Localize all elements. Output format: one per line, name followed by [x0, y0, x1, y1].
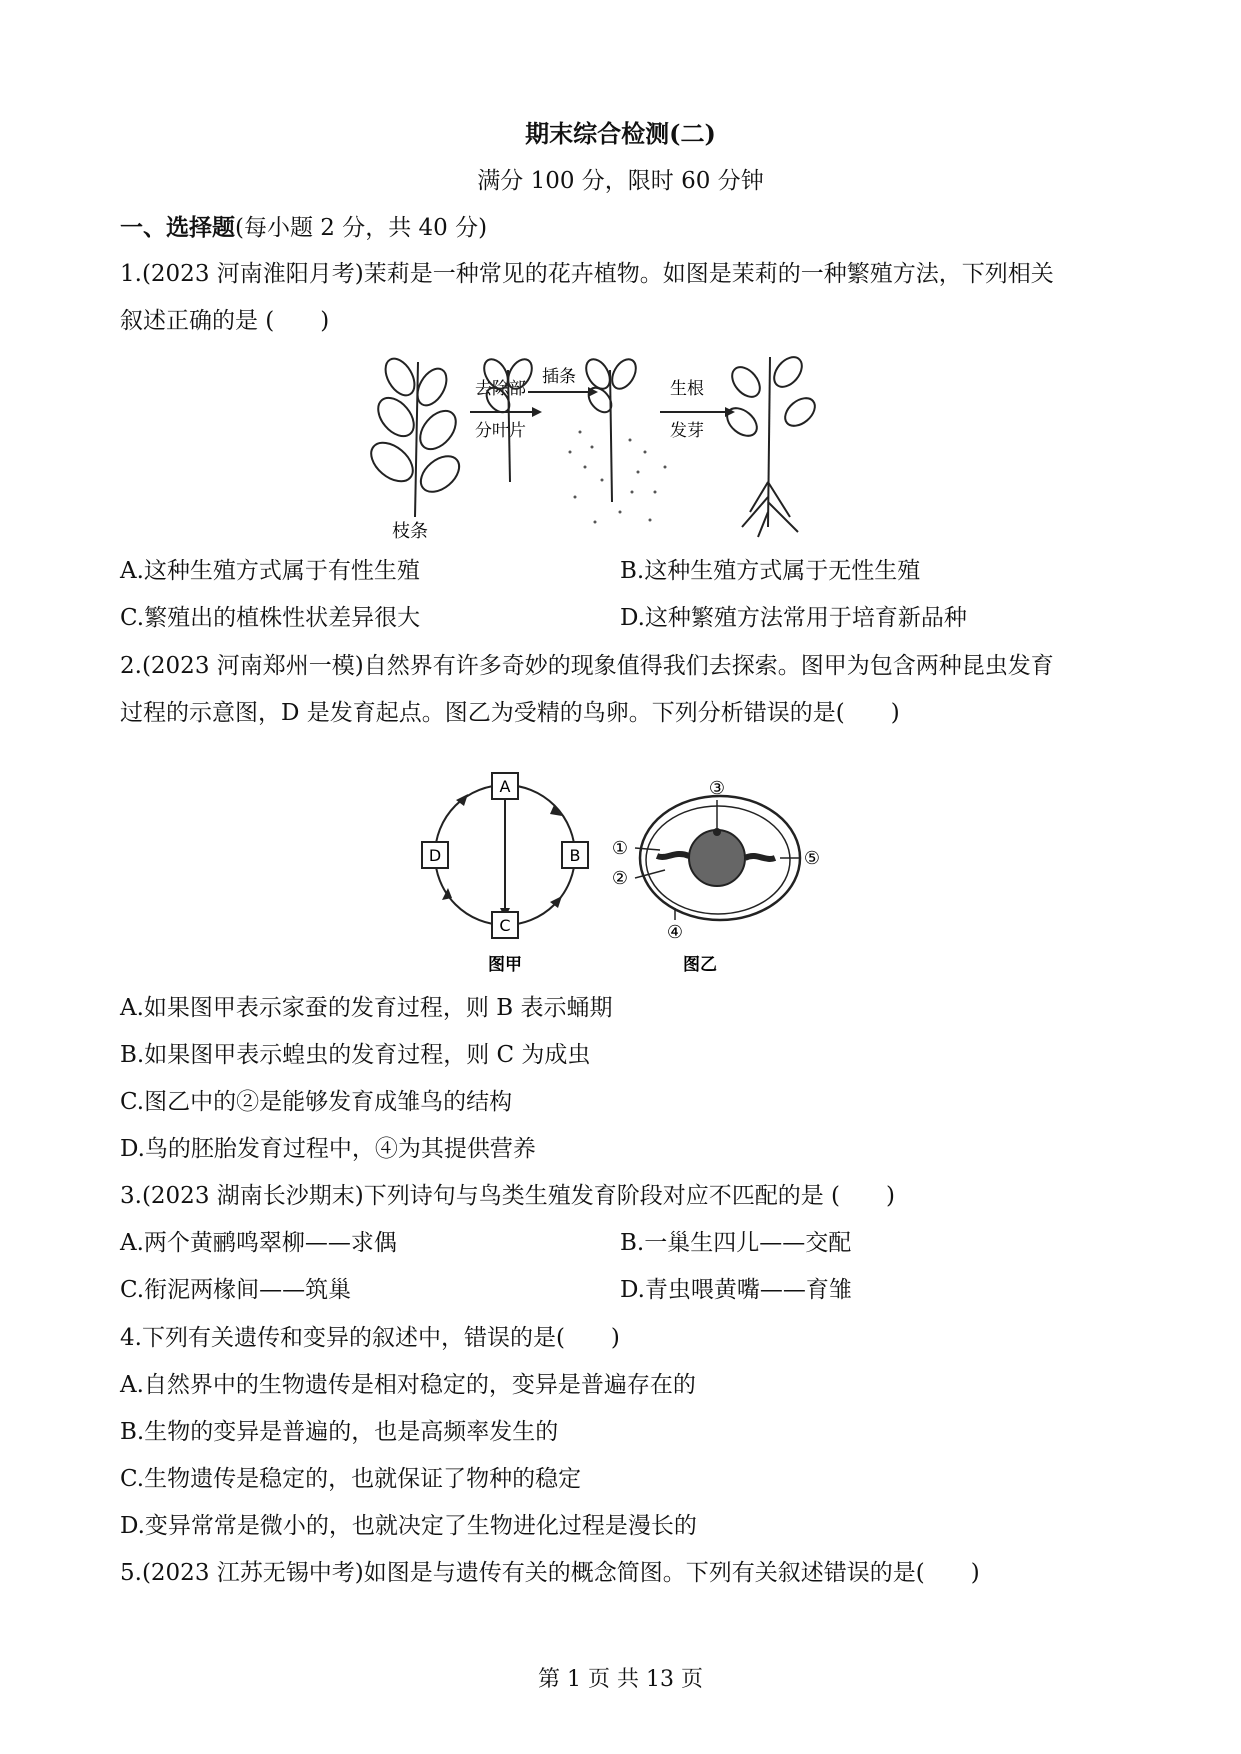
q5-stem: 5.(2023 江苏无锡中考)如图是与遗传有关的概念简图。下列有关叙述错误的是( ): [120, 1560, 980, 1586]
q1-option-a: A.这种生殖方式属于有性生殖: [120, 558, 420, 584]
section-heading-bold: 一、选择题: [120, 214, 235, 241]
page-title: 期末综合检测(二): [525, 119, 716, 148]
plant-rooted-icon: [722, 352, 820, 537]
q2-option-d: D.鸟的胚胎发育过程中，④为其提供营养: [120, 1136, 536, 1162]
label-5: ⑤: [803, 848, 821, 869]
label-step1-line2: 分叶片: [475, 421, 526, 441]
q4-option-d: D.变异常常是微小的，也就决定了生物进化过程是漫长的: [120, 1513, 697, 1539]
label-1: ①: [611, 838, 629, 859]
plant-in-soil-icon: [581, 355, 640, 502]
soil-dots: [569, 431, 667, 524]
node-a-label: A: [499, 777, 511, 796]
section-heading-rest: (每小题 2 分，共 40 分): [235, 215, 488, 241]
label-step3-line1: 生根: [670, 379, 704, 399]
label-branch: 枝条: [392, 521, 428, 542]
page-subtitle: 满分 100 分，限时 60 分钟: [477, 168, 764, 194]
plant-cutting-icon: [479, 355, 536, 482]
node-b-label: B: [569, 846, 581, 865]
label-3: ③: [708, 778, 726, 799]
q3-stem: 3.(2023 湖南长沙期末)下列诗句与鸟类生殖发育阶段对应不匹配的是 ( ): [120, 1183, 895, 1209]
q2-figure-a-cycle: [420, 770, 600, 980]
q4-option-c: C.生物遗传是稳定的，也就保证了物种的稳定: [120, 1466, 582, 1492]
q4-option-a: A.自然界中的生物遗传是相对稳定的，变异是普遍存在的: [120, 1372, 696, 1398]
q2-option-a: A.如果图甲表示家蚕的发育过程，则 B 表示蛹期: [120, 995, 613, 1021]
node-d-label: D: [428, 846, 442, 865]
q1-stem-line2: 叙述正确的是 ( ): [120, 308, 330, 334]
q1-stem-line1: 1.(2023 河南淮阳月考)茉莉是一种常见的花卉植物。如图是茉莉的一种繁殖方法，下列相关: [120, 261, 1054, 287]
label-4: ④: [666, 922, 684, 943]
plant-branch-icon: [370, 354, 466, 517]
arrow-step1-head: [532, 407, 542, 417]
label-step2: 插条: [542, 367, 576, 387]
q4-option-b: B.生物的变异是普遍的，也是高频率发生的: [120, 1419, 559, 1445]
q2-option-c: C.图乙中的②是能够发育成雏鸟的结构: [120, 1089, 513, 1115]
q1-option-d: D.这种繁殖方法常用于培育新品种: [620, 605, 967, 631]
figure-b-caption: 图乙: [683, 955, 717, 975]
q2-figure-b-bird-egg: [605, 770, 825, 980]
q3-option-a: A.两个黄鹂鸣翠柳——求偶: [120, 1230, 397, 1256]
section-heading: [120, 212, 487, 244]
q1-option-b: B.这种生殖方式属于无性生殖: [620, 558, 921, 584]
figure-a-caption: 图甲: [488, 955, 522, 975]
page-footer: 第 1 页 共 13 页: [538, 1667, 703, 1692]
q4-stem: 4.下列有关遗传和变异的叙述中，错误的是( ): [120, 1325, 620, 1351]
q2-option-b: B.如果图甲表示蝗虫的发育过程，则 C 为成虫: [120, 1042, 591, 1068]
q1-figure-propagation: [370, 352, 890, 542]
q3-option-c: C.衔泥两椽间——筑巢: [120, 1277, 352, 1303]
q2-stem-line2: 过程的示意图，D 是发育起点。图乙为受精的鸟卵。下列分析错误的是( ): [120, 700, 900, 726]
q1-option-c: C.繁殖出的植株性状差异很大: [120, 605, 421, 631]
label-step3-line2: 发芽: [670, 421, 704, 441]
node-c-label: C: [499, 916, 511, 935]
label-2: ②: [611, 868, 629, 889]
q2-stem-line1: 2.(2023 河南郑州一模)自然界有许多奇妙的现象值得我们去探索。图甲为包含两种昆虫发育: [120, 653, 1054, 679]
egg-yolk: [689, 830, 745, 886]
label-step1-line1: 去除部: [475, 379, 526, 399]
pointer-1: [635, 848, 660, 850]
q3-option-d: D.青虫喂黄嘴——育雏: [620, 1277, 852, 1303]
q3-option-b: B.一巢生四儿——交配: [620, 1230, 852, 1256]
